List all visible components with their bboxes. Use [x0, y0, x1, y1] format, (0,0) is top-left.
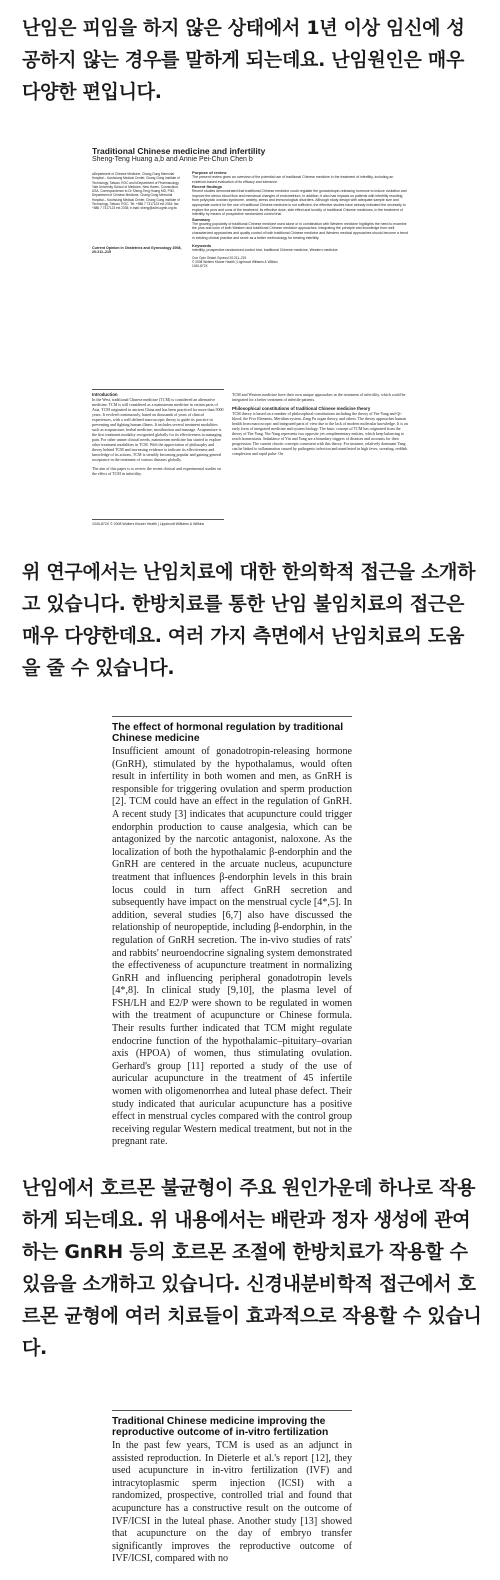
divider [112, 716, 352, 717]
section-body: In the past few years, TCM is used as an adjunct in assisted reproduction. In Dieterle et al.'s report [12], they used acupuncture in in-vitro fertilization (IVF) and intracytoplasmic sperm injection (ICSI) with a randomized, prospective, controlled trial and found that acupuncture has a constructive result on the outcome of IVF/ICSI in the luteal phase. Another study [13] showed that acupuncture on the day of embryo transfer significantly improves the reproductive outcome of IVF/ICSI, compared with no [112, 1440, 352, 1565]
abstract-footer: Curr Opin Obstet Gynecol 20:211–215 © 2008 Wolters Kluwer Health | Lippincott Williams & Wilkins 1040-872X [192, 255, 278, 269]
section-title: The effect of hormonal regulation by traditional Chinese medicine [112, 722, 344, 745]
affiliations: aDepartment of Chinese Medicine, Chang Gung Memorial Hospital – Kaohsiung Medical Center, Chang Gung Institute of Technology, Taiwan, ROC and bDepartment of Pharmacology, Yale University School of Medicine, New Haven, Connecticut, USA. Correspondence to Dr Sheng-Teng Huang MD, PhD, Department of Chinese Medicine, Chang Gung Memorial Hospital – Kaohsiung Medical Center, Chang Gung Institute of Technology, Taiwan, ROC. Tel: +886 7 7317123 ext 2334; fax: +886 7 7317123 ext 2335; e-mail: sheng@adm.cgmh.org.tw [92, 172, 180, 211]
paper-abstract-image [92, 146, 412, 534]
divider [92, 389, 224, 390]
hormonal-regulation-excerpt [112, 714, 352, 1148]
paper-title: Traditional Chinese medicine and infertility [92, 146, 266, 156]
hormone-paragraph: 난임에서 호르몬 불균형이 주요 원인가운데 하나로 작용하게 되는데요. 위 내용에서는 배란과 정자 생성에 관여하는 GnRH 등의 호르몬 조절에 한방치료가 작용할 수 있음을 소개하고 있습니다. 신경내분비학적 접근에서 호르몬 균형에 여러 치료들이 효과적으로 작용할 수 있습니다. [22, 1177, 482, 1359]
ivf-excerpt [112, 1408, 352, 1580]
intro-paragraph: 난임은 피임을 하지 않은 상태에서 1년 이상 임신에 성공하지 않는 경우를 말하게 되는데요. 난임원인은 매우 다양한 편입니다. [22, 17, 465, 103]
introduction-column: Introduction In the West, traditional Chinese medicine (TCM) is considered an alternative medicine. TCM is still considered as a mainstream medicine in certain parts of Asia. TCM originated in ancient China and has been practiced for more than 5000 years. It evolved continuously, based on thousands of years of clinical experiences, with a well defined macroscopic theory to guide its practice in preventing and fighting human illness. It includes several treatment modalities such as acupuncture, herbal medicine, moxibustion and massage. Acupuncture is the first treatment modality recognized globally for its effectiveness in managing pain. For other unmet clinical needs, mainstream medicine has started to explore other treatment modalities in TCM. With the appreciation of philosophy and theory behind TCM and increasing evidence to indicate its effectiveness and knowledge of its actions, TCM is steadily becoming popular and gaining general acceptance in the treatment of various diseases globally. The aim of this paper is to review the recent clinical and experimental studies on the effect of TCM in infertility. [92, 392, 224, 476]
divider [112, 1410, 352, 1411]
tcm-approach-paragraph: 위 연구에서는 난임치료에 대한 한의학적 접근을 소개하고 있습니다. 한방치료를 통한 난임 불임치료의 접근은 매우 다양한데요. 여러 가지 측면에서 난임치료의 도움을 줄 수 있습니다. [22, 561, 476, 679]
copyright-line: 1040-872X © 2008 Wolters Kluwer Health | Lippincott Williams & Wilkins [92, 522, 205, 526]
abstract: Purpose of review The present review gives an overview of the potential use of traditional Chinese medicine in the treatment of infertility, including an evidence-based evaluation of its efficacy and tolerance. Recent findings Recent studies demonstrated that traditional Chinese medicine could regulate the gonadotropin-releasing hormone to induce ovulation and improve the uterus blood flow and menstrual changes of endometrium. In addition, it also has impacts on patients with infertility resulting from polycystic ovarian syndrome, anxiety, stress and immunological disorders. Although study design with adequate sample size and appropriate control for the use of traditional Chinese medicine is not sufficient, the effective studies have already indicated the necessity to explore the pros and cons of the treatment, its effective dose, side effect and toxicity of traditional Chinese medicines, in the treatment of infertility by means of prospective randomized control trial. Summary The growing popularity of traditional Chinese medicine used alone or in combination with Western medicine highlights the need to examine the pros and cons of both Western and traditional Chinese medicine approaches. Integrating the principle and knowledge from well characterized approaches and quality control of both traditional Chinese medicine and Western medical approaches should become a trend in existing clinical practice and serve as a better methodology for treating infertility. Keywords infertility, prospective randomized control trial, traditional Chinese medicine, Western medicine Curr Opin Obstet Gynecol 20:211–215 © 2008 Wolters Kluwer Health | Lippincott Williams & Wilkins 1040-872X [192, 170, 408, 269]
divider [92, 519, 224, 520]
section-body: Insufficient amount of gonadotropin-releasing hormone (GnRH), stimulated by the hypothalamus, would often result in infertility in both women and men, as GnRH is responsible for triggering ovulation and sperm production [2]. TCM could have an effect in the regulation of GnRH. A recent study [3] indicates that acupuncture could trigger endorphin production to cause analgesia, which can be antagonized by the narcotic antagonist, naloxone. As the localization of both the hypothalamic β-endorphin and the GnRH are centered in the arcuate nucleus, acupuncture treatment that influences β-endorphin levels in this brain locus could in turn affect GnRH secretion and subsequently have impact on the menstrual cycle [4*,5]. In addition, several studies [6,7] also have discussed the relationship of neuropeptide, including β-endorphin, in the regulation of GnRH secretion. The in-vivo studies of rats' and rabbits' neuroendocrine signaling system demonstrated the effectiveness of acupuncture treatment in normalizing GnRH and influencing peripheral gonadotropin levels [4*,8]. In clinical study [9,10], the plasma level of FSH/LH and E2/P were shown to be regulated in women with the treatment of acupuncture or Chinese formula. Their results further indicated that TCM might regulate endocrine function of the hypothalamic–pituitary–ovarian axis (HPOA) of women, thus stimulating ovulation. Gerhard's group [11] reported a study of the use of auricular acupuncture in the treatment of 45 infertile women with oligomenorrhea and luteal phase defect. Their study indicated that auricular acupuncture has a positive effect in menstrual cycles compared with the control group receiving regular Western medical treatment, but not in the pregnant rate. [112, 746, 352, 1148]
section-title: Traditional Chinese medicine improving the reproductive outcome of in-vitro fertilization [112, 1416, 329, 1439]
current-opinion: Current Opinion in Obstetrics and Gynecology 2008, 20:211–215 [92, 246, 182, 255]
right-column: TCM and Western medicine have their own unique approaches in the treatment of infertility, which could be integrated for a better treatment of infertile patients. Philosophical constitutions of traditional Chinese medicine theory TCM theory is based on a number of philosophical constitutions including the theory of Yin-Yang and Qi-blood, the Five Elements, Meridian system, Zang Fu organ theory, and others. The theory approaches human health from macroscopic and integrated parts of view due to the lack of modern molecular knowledge. It is an early form of integrated medicine and system biology. The basic concept of TCM has originated from the theory of Yin-Yang. Yin-Yang represents two opposite yet complementary entities, which keep balancing to reach homeostasis. Imbalance of Yin and Yang are a boundary triggers of diseases and accounts for their progression. The current chaotic concepts consistent with this theory. For instance, relatively dominant Yang can be linked to inflammation caused by pathogenic infection and manifested in high fever, sweating, reddish complexion and rapid pulse. On [232, 392, 408, 457]
paper-authors: Sheng-Teng Huang a,b and Annie Pei-Chun Chen b [92, 156, 253, 163]
